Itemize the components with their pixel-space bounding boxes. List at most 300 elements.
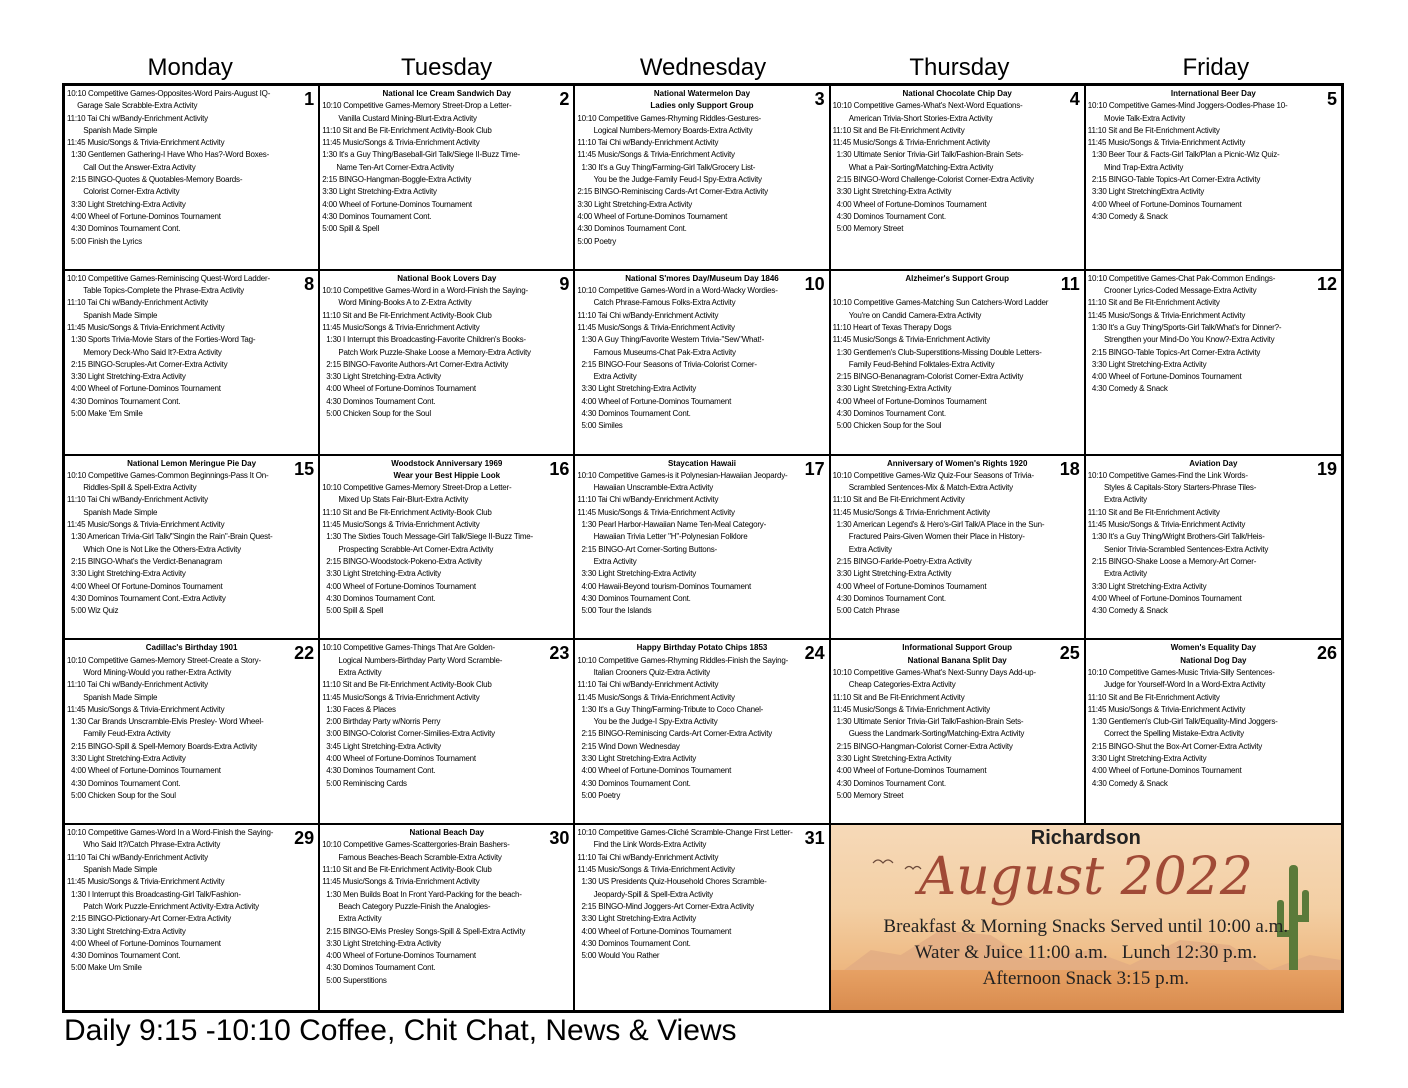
event-line: 1:30 Beer Tour & Facts-Girl Talk/Plan a Picnic-Wiz Quiz-: [1087, 150, 1280, 160]
event-line: 11:10 Sit and Be Fit-Enrichment Activity-Book Club: [322, 865, 492, 875]
event-line: 2:15 BINGO-Shake Loose a Memory-Art Corner-: [1087, 556, 1257, 566]
event-line: 11:45 Music/Songs & Trivia-Enrichment Activity: [577, 507, 735, 517]
event-line: 11:10 Sit and Be Fit-Enrichment Activity-Book Club: [322, 507, 492, 517]
event-line: Cheap Categories-Extra Activity: [832, 680, 956, 690]
day-theme: Woodstock Anniversary 1969: [391, 458, 503, 468]
event-line: Extra Activity: [1087, 569, 1147, 579]
event-line: Extra Activity: [1087, 495, 1147, 505]
event-line: 10:10 Competitive Games-Find the Link Words-: [1087, 470, 1248, 480]
event-line: 10:10 Competitive Games-Memory Street-Drop a Letter-: [322, 483, 512, 493]
event-line: 4:00 Wheel of Fortune-Dominos Tournament: [832, 396, 987, 406]
event-line: Spanish Made Simple: [67, 507, 158, 517]
event-line: 11:10 Sit and Be Fit-Enrichment Activity: [832, 125, 965, 135]
day-theme: National Banana Split Day: [907, 655, 1007, 665]
event-line: 4:00 Wheel of Fortune-Dominos Tournament: [67, 938, 221, 948]
event-line: 4:00 Hawaii-Beyond tourism-Dominos Tournament: [577, 581, 752, 591]
event-line: 2:15 BINGO-Four Seasons of Trivia-Colorist Corner-: [577, 359, 757, 369]
event-line: 2:15 BINGO-What's the Verdict-Benanagram: [67, 556, 222, 566]
event-line: 5:00 Poetry: [577, 236, 617, 246]
day-number: 15: [294, 458, 315, 479]
event-line: 4:00 Wheel of Fortune-Dominos Tournament: [67, 211, 221, 221]
meal-schedule-line-3: Afternoon Snack 3:15 p.m.: [982, 968, 1189, 990]
event-line: 4:00 Wheel of Fortune-Dominos Tournament: [322, 951, 476, 961]
day-cell: [1086, 456, 1341, 641]
event-line: 4:30 Dominos Tournament Cont.-Extra Activity: [67, 593, 226, 603]
day-cell: [831, 456, 1086, 641]
event-line: 4:00 Wheel of Fortune-Dominos Tournament: [577, 211, 728, 221]
event-line: Spanish Made Simple: [67, 310, 158, 320]
event-line: 10:10 Competitive Games-Common Beginnings-Pass It On-: [67, 470, 269, 480]
event-line: 5:00 Chicken Soup for the Soul: [832, 421, 942, 431]
event-line: Call Out the Answer-Extra Activity: [67, 162, 196, 172]
event-line: 11:45 Music/Songs & Trivia-Enrichment Activity: [577, 692, 735, 702]
event-line: 11:10 Sit and Be Fit-Enrichment Activity: [832, 495, 965, 505]
event-line: 4:30 Dominos Tournament Cont.: [322, 396, 436, 406]
event-line: 3:30 Light Stretching-Extra Activity: [832, 384, 952, 394]
event-line: 5:00 Poetry: [577, 790, 621, 800]
day-number: 31: [804, 828, 825, 849]
event-line: 4:00 Wheel of Fortune-Dominos Tournament: [1087, 593, 1242, 603]
event-line: Extra Activity: [577, 556, 637, 566]
event-line: 11:45 Music/Songs & Trivia-Enrichment Activity: [832, 335, 990, 345]
event-line: Vanilla Custard Mining-Blurt-Extra Activity: [322, 113, 477, 123]
event-line: Famous Beaches-Beach Scramble-Extra Activity: [322, 852, 502, 862]
event-line: 4:30 Dominos Tournament Cont.: [322, 593, 436, 603]
day-theme: Happy Birthday Potato Chips 1853: [636, 643, 768, 653]
event-line: 11:45 Music/Songs & Trivia-Enrichment Activity: [67, 877, 225, 887]
event-line: 3:30 Light Stretching-Extra Activity: [577, 569, 697, 579]
day-number: 17: [804, 458, 825, 479]
event-line: 2:15 BINGO-Hangman-Boggle-Extra Activity: [322, 175, 472, 185]
event-line: You be the Judge-I Spy-Extra Activity: [577, 717, 718, 727]
day-cell: [831, 271, 1086, 456]
event-line: 2:15 BINGO-Word Challenge-Colorist Corner-Extra Activity: [832, 175, 1034, 185]
event-line: 11:10 Sit and Be Fit-Enrichment Activity-Book Club: [322, 680, 492, 690]
day-number: 9: [559, 273, 570, 294]
event-line: 11:45 Music/Songs & Trivia-Enrichment Activity: [322, 520, 480, 530]
event-line: 4:00 Wheel Of Fortune-Dominos Tournament: [67, 581, 223, 591]
event-line: 5:00 Memory Street: [832, 790, 904, 800]
day-theme: National Ice Cream Sandwich Day: [382, 89, 512, 98]
event-line: 3:30 Light Stretching-Extra Activity: [1087, 581, 1207, 591]
event-line: 4:30 Comedy & Snack: [1087, 606, 1168, 616]
event-line: 1:30 I Interrupt this Broadcasting-Girl Talk/Fashion-: [67, 889, 241, 899]
event-line: 3:30 Light Stretching-Extra Activity: [832, 187, 952, 197]
day-cell: [65, 271, 320, 456]
day-number: 8: [304, 273, 315, 294]
event-line: Riddles-Spill & Spell-Extra Activity: [67, 483, 197, 493]
event-line: 11:10 Tai Chi w/Bandy-Enrichment Activity: [577, 495, 719, 505]
event-line: 5:00 Tour the Islands: [577, 606, 652, 616]
event-line: 11:10 Sit and Be Fit-Enrichment Activity: [832, 692, 965, 702]
event-line: 3:30 Light Stretching-Extra Activity: [322, 938, 441, 948]
event-line: Table Topics-Complete the Phrase-Extra Activity: [67, 286, 244, 296]
event-line: 11:45 Music/Songs & Trivia-Enrichment Activity: [67, 322, 225, 332]
event-line: 1:30 American Trivia-Girl Talk/"Singin the Rain"-Brain Quest-: [67, 532, 273, 542]
event-line: 11:10 Tai Chi w/Bandy-Enrichment Activity: [67, 495, 208, 505]
day-number: 2: [559, 89, 570, 109]
event-line: 5:00 Finish the Lyrics: [67, 236, 142, 246]
event-line: 11:10 Sit and Be Fit-Enrichment Activity: [1087, 507, 1220, 517]
weekday-thursday: Thursday: [909, 54, 1010, 81]
event-line: 11:45 Music/Songs & Trivia-Enrichment Activity: [832, 138, 990, 148]
event-line: 11:45 Music/Songs & Trivia-Enrichment Activity: [1087, 310, 1246, 320]
day-number: 25: [1059, 643, 1080, 664]
event-line: Word Mining-Would you rather-Extra Activity: [67, 667, 232, 677]
day-cell: [320, 640, 575, 825]
day-cell: [575, 86, 830, 271]
event-line: 3:30 Light Stretching-Extra Activity: [67, 569, 186, 579]
event-line: 1:30 It's a Guy Thing/Farming-Tribute to Coco Chanel-: [577, 704, 764, 714]
event-line: Garage Sale Scrabble-Extra Activity: [67, 101, 198, 111]
event-line: 11:10 Sit and Be Fit-Enrichment Activity: [1087, 692, 1220, 702]
event-line: 4:30 Dominos Tournament Cont.: [832, 211, 946, 221]
event-line: 3:30 Light Stretching-Extra Activity: [67, 926, 186, 936]
event-line: 5:00 Would You Rather: [577, 951, 660, 961]
event-line: 1:30 The Sixties Touch Message-Girl Talk/Siege II-Buzz Time-: [322, 532, 533, 542]
day-cell: [575, 640, 830, 825]
event-line: 11:45 Music/Songs & Trivia-Enrichment Activity: [832, 704, 990, 714]
event-line: 3:30 Light Stretching-Extra Activity: [832, 754, 952, 764]
event-line: Mixed Up Stats Fair-Blurt-Extra Activity: [322, 495, 469, 505]
event-line: 4:30 Comedy & Snack: [1087, 384, 1168, 394]
daily-footer-note: Daily 9:15 -10:10 Coffee, Chit Chat, News & Views: [64, 1014, 737, 1047]
event-line: 2:15 BINGO-Spill & Spell-Memory Boards-Extra Activity: [67, 741, 257, 751]
event-line: Famous Museums-Chat Pak-Extra Activity: [577, 347, 736, 357]
event-line: 1:30 Pearl Harbor-Hawaiian Name Ten-Meal Category-: [577, 520, 767, 530]
day-number: 12: [1316, 273, 1337, 294]
event-line: 10:10 Competitive Games-Cliché Scramble-Change First Letter-: [577, 828, 793, 838]
event-line: 10:10 Competitive Games-Rhyming Riddles-Gestures-: [577, 113, 761, 123]
event-line: 1:30 Faces & Places: [322, 704, 396, 714]
event-line: 1:30 Gentlemen Gathering-I Have Who Has?-Word Boxes-: [67, 150, 270, 160]
event-line: 5:00 Spill & Spell: [322, 224, 380, 234]
event-line: 4:30 Comedy & Snack: [1087, 211, 1168, 221]
meal-schedule-line-2: Water & Juice 11:00 a.m. Lunch 12:30 p.m.: [914, 942, 1257, 964]
event-line: Patch Work Puzzle-Enrichment Activity-Extra Activity: [67, 901, 259, 911]
event-line: American Trivia-Short Stories-Extra Activity: [832, 113, 993, 123]
event-line: 10:10 Competitive Games-Music Trivia-Silly Sentences-: [1087, 667, 1275, 677]
event-line: 4:30 Dominos Tournament Cont.: [577, 409, 691, 419]
day-theme: National Book Lovers Day: [397, 273, 497, 283]
event-line: 3:30 Light Stretching-Extra Activity: [577, 914, 697, 924]
event-line: Catch Phrase-Famous Folks-Extra Activity: [577, 298, 736, 308]
event-line: 2:15 BINGO-Mind Joggers-Art Corner-Extra Activity: [577, 901, 754, 911]
event-line: 4:00 Wheel of Fortune-Dominos Tournament: [322, 754, 476, 764]
event-line: 2:15 BINGO-Hangman-Colorist Corner-Extra Activity: [832, 741, 1013, 751]
weekday-wednesday: Wednesday: [639, 54, 767, 81]
event-line: 11:10 Tai Chi w/Bandy-Enrichment Activity: [67, 113, 208, 123]
event-line: 11:10 Sit and Be Fit-Enrichment Activity-Book Club: [322, 125, 492, 135]
event-line: 1:30 I Interrupt this Broadcasting-Favorite Children's Books-: [322, 335, 526, 345]
event-line: 3:30 Light Stretching-Extra Activity: [832, 569, 952, 579]
event-line: 5:00 Chicken Soup for the Soul: [322, 409, 431, 419]
event-line: 2:15 BINGO-Table Topics-Art Corner-Extra Activity: [1087, 175, 1261, 185]
event-line: 11:10 Sit and Be Fit-Enrichment Activity: [1087, 298, 1220, 308]
event-line: 2:00 Birthday Party w/Norris Perry: [322, 717, 441, 727]
event-line: Spanish Made Simple: [67, 865, 158, 875]
event-line: 1:30 It's a Guy Thing/Farming-Girl Talk/Grocery List-: [577, 162, 756, 172]
day-theme: National S'mores Day/Museum Day 1846: [625, 273, 779, 283]
event-line: Extra Activity: [322, 667, 382, 677]
day-theme: Aviation Day: [1189, 458, 1238, 468]
event-line: Extra Activity: [322, 914, 382, 924]
day-theme: Ladies only Support Group: [650, 101, 754, 111]
event-line: 4:00 Wheel of Fortune-Dominos Tournament: [322, 581, 476, 591]
event-line: What a Pair-Sorting/Matching-Extra Activity: [832, 162, 994, 172]
event-line: Colorist Corner-Extra Activity: [67, 187, 180, 197]
event-line: 10:10 Competitive Games-Reminiscing Quest-Word Ladder-: [67, 273, 270, 283]
day-number: 4: [1069, 89, 1080, 109]
day-theme: Women's Equality Day: [1170, 643, 1257, 653]
event-line: 4:00 Wheel of Fortune-Dominos Tournament: [1087, 372, 1242, 382]
month-banner: [831, 825, 1341, 1010]
day-number: 29: [294, 828, 315, 849]
day-number: 11: [1060, 273, 1080, 294]
event-line: 5:00 Wiz Quiz: [67, 606, 119, 616]
event-line: 4:30 Dominos Tournament Cont.: [577, 778, 691, 788]
event-line: Family Feud-Extra Activity: [67, 729, 171, 739]
day-cell: [831, 640, 1086, 825]
day-number: 10: [804, 273, 825, 294]
weekday-monday: Monday: [147, 54, 233, 81]
day-cell: [320, 825, 575, 1010]
event-line: 2:15 BINGO-Farkle-Poetry-Extra Activity: [832, 556, 972, 566]
event-line: 2:15 Wind Down Wednesday: [577, 741, 680, 751]
event-line: 5:00 Superstitions: [322, 975, 387, 985]
event-line: You're on Candid Camera-Extra Activity: [832, 310, 982, 320]
event-line: Who Said It?/Catch Phrase-Extra Activity: [67, 840, 221, 850]
event-line: 4:30 Dominos Tournament Cont.: [67, 224, 181, 234]
event-line: 3:30 Light Stretching-Extra Activity: [577, 199, 693, 209]
event-line: 4:30 Dominos Tournament Cont.: [577, 938, 691, 948]
event-line: 11:10 Tai Chi w/Bandy-Enrichment Activity: [67, 680, 208, 690]
event-line: 11:45 Music/Songs & Trivia-Enrichment Activity: [322, 322, 480, 332]
event-line: 1:30 Gentlemen's Club-Girl Talk/Equality-Mind Joggers-: [1087, 717, 1278, 727]
event-line: 2:15 BINGO-Benanagram-Colorist Corner-Extra Activity: [832, 372, 1024, 382]
event-line: 4:00 Wheel of Fortune-Dominos Tournament: [1087, 766, 1242, 776]
event-line: 4:30 Dominos Tournament Cont.: [322, 963, 436, 973]
event-line: Patch Work Puzzle-Shake Loose a Memory-Extra Activity: [322, 347, 531, 357]
event-line: 3:00 BINGO-Colorist Corner-Similies-Extra Activity: [322, 729, 495, 739]
event-line: Mind Trap-Extra Activity: [1087, 162, 1184, 172]
event-line: 11:10 Tai Chi w/Bandy-Enrichment Activity: [577, 138, 719, 148]
day-number: 16: [549, 458, 570, 479]
event-line: 5:00 Chicken Soup for the Soul: [67, 790, 176, 800]
event-line: 10:10 Competitive Games-is it Polynesian-Hawaiian Jeopardy-: [577, 470, 788, 480]
calendar-grid: [62, 83, 1344, 1013]
event-line: 10:10 Competitive Games-Matching Sun Catchers-Word Ladder: [832, 298, 1049, 308]
event-line: 4:00 Wheel of Fortune-Dominos Tournament: [577, 766, 732, 776]
day-theme: Alzheimer's Support Group: [905, 273, 1010, 283]
event-line: 5:00 Make Um Smile: [67, 963, 142, 973]
venue-name: Richardson: [1030, 827, 1141, 850]
event-line: 11:10 Heart of Texas Therapy Dogs: [832, 322, 952, 332]
event-line: 5:00 Memory Street: [832, 224, 904, 234]
event-line: 2:15 BINGO-Reminiscing Cards-Art Corner-Extra Activity: [577, 187, 768, 197]
meal-schedule-line-1: Breakfast & Morning Snacks Served until 10:00 a.m.: [883, 916, 1289, 938]
day-theme: National Watermelon Day: [653, 89, 751, 98]
event-line: 3:30 Light Stretching-Extra Activity: [322, 187, 437, 197]
event-line: 4:00 Wheel of Fortune-Dominos Tournament: [322, 384, 476, 394]
event-line: 10:10 Competitive Games-Memory Street-Create a Story-: [67, 655, 261, 665]
day-cell: [575, 271, 830, 456]
event-line: 2:15 BINGO-Shut the Box-Art Corner-Extra Activity: [1087, 741, 1263, 751]
event-line: Name Ten-Art Corner-Extra Activity: [322, 162, 454, 172]
weekday-header-row: [62, 52, 1344, 84]
event-line: 3:30 Light Stretching-Extra Activity: [1087, 359, 1207, 369]
day-cell: [320, 456, 575, 641]
event-line: 5:00 Spill & Spell: [322, 606, 384, 616]
event-line: 3:30 Light Stretching-Extra Activity: [322, 372, 441, 382]
event-line: 2:15 BINGO-Pictionary-Art Corner-Extra Activity: [67, 914, 232, 924]
day-theme: National Chocolate Chip Day: [902, 89, 1012, 98]
event-line: [833, 285, 1082, 297]
event-line: 11:45 Music/Songs & Trivia-Enrichment Activity: [67, 520, 225, 530]
day-theme: National Beach Day: [409, 828, 485, 838]
event-line: Extra Activity: [577, 372, 637, 382]
event-line: 11:45 Music/Songs & Trivia-Enrichment Activity: [577, 865, 735, 875]
event-line: 10:10 Competitive Games-Wiz Quiz-Four Seasons of Trivia-: [832, 470, 1034, 480]
event-line: 4:00 Wheel of Fortune-Dominos Tournament: [832, 766, 987, 776]
event-line: 4:00 Wheel of Fortune-Dominos Tournament: [577, 396, 732, 406]
event-line: 1:30 US Presidents Quiz-Household Chores Scramble-: [577, 877, 767, 887]
event-line: Word Mining-Books A to Z-Extra Activity: [322, 298, 472, 308]
event-line: 3:30 Light Stretching-Extra Activity: [577, 754, 697, 764]
event-line: Italian Crooners Quiz-Extra Activity: [577, 667, 710, 677]
event-line: 4:30 Dominos Tournament Cont.: [832, 409, 946, 419]
event-line: 4:30 Dominos Tournament Cont.: [832, 778, 946, 788]
event-line: 1:30 Car Brands Unscramble-Elvis Presley- Word Wheel-: [67, 717, 264, 727]
event-line: 4:00 Wheel of Fortune-Dominos Tournament: [832, 199, 987, 209]
day-cell: [1086, 86, 1341, 271]
event-line: 3:30 Light Stretching-Extra Activity: [67, 199, 186, 209]
event-line: 10:10 Competitive Games-Memory Street-Drop a Letter-: [322, 101, 512, 111]
event-line: 11:45 Music/Songs & Trivia-Enrichment Activity: [67, 138, 225, 148]
event-line: 4:00 Wheel of Fortune-Dominos Tournament: [1087, 199, 1242, 209]
day-number: 19: [1316, 458, 1337, 479]
event-line: 4:00 Wheel of Fortune-Dominos Tournament: [67, 766, 221, 776]
day-number: 5: [1326, 89, 1337, 109]
day-cell: [65, 456, 320, 641]
event-line: Extra Activity: [832, 544, 892, 554]
event-line: 10:10 Competitive Games-What's Next-Word Equations-: [832, 101, 1023, 111]
event-line: 11:45 Music/Songs & Trivia-Enrichment Activity: [1087, 704, 1246, 714]
event-line: 4:30 Dominos Tournament Cont.: [67, 396, 181, 406]
weekday-tuesday: Tuesday: [401, 54, 493, 81]
event-line: Senior Trivia-Scrambled Sentences-Extra Activity: [1087, 544, 1269, 554]
event-line: Styles & Capitals-Story Starters-Phrase Tiles-: [1087, 483, 1257, 493]
event-line: Correct the Spelling Mistake-Extra Activity: [1087, 729, 1244, 739]
event-line: 4:00 Wheel of Fortune-Dominos Tournament: [832, 581, 987, 591]
event-line: 10:10 Competitive Games-Word in a Word-Wacky Wordies-: [577, 286, 778, 296]
event-line: 3:30 Light Stretching-Extra Activity: [577, 384, 697, 394]
event-line: 10:10 Competitive Games-Word In a Word-Finish the Saying-: [67, 828, 274, 838]
weekday-friday: Friday: [1182, 54, 1250, 81]
event-line: 4:30 Comedy & Snack: [1087, 778, 1168, 788]
event-line: 1:30 Sports Trivia-Movie Stars of the Forties-Word Tag-: [67, 335, 256, 345]
day-number: 24: [804, 643, 825, 664]
event-line: 3:30 Light StretchingExtra Activity: [1087, 187, 1205, 197]
event-line: 4:00 Wheel of Fortune-Dominos Tournament: [67, 384, 221, 394]
event-line: 5:00 Catch Phrase: [832, 606, 900, 616]
day-cell: [1086, 271, 1341, 456]
day-number: 3: [814, 89, 825, 109]
event-line: 4:30 Dominos Tournament Cont.: [832, 593, 946, 603]
event-line: 3:30 Light Stretching-Extra Activity: [67, 372, 186, 382]
event-line: Guess the Landmark-Sorting/Matching-Extra Activity: [832, 729, 1025, 739]
event-line: 2:15 BINGO-Elvis Presley Songs-Spill & Spell-Extra Activity: [322, 926, 526, 936]
day-number: 26: [1316, 643, 1337, 664]
event-line: Logical Numbers-Birthday Party Word Scramble-: [322, 655, 503, 665]
day-theme: National Lemon Meringue Pie Day: [127, 458, 257, 468]
event-line: Strengthen your Mind-Do You Know?-Extra Activity: [1087, 335, 1275, 345]
event-line: 4:30 Dominos Tournament Cont.: [322, 766, 436, 776]
event-line: 11:45 Music/Songs & Trivia-Enrichment Activity: [1087, 520, 1246, 530]
event-line: You be the Judge-Family Feud-I Spy-Extra Activity: [577, 175, 762, 185]
day-number: 22: [294, 643, 315, 664]
event-line: 2:15 BINGO-Woodstock-Pokeno-Extra Activity: [322, 556, 482, 566]
day-cell: [320, 271, 575, 456]
event-line: 10:10 Competitive Games-Things That Are Golden-: [322, 643, 495, 653]
event-line: Memory Deck-Who Said It?-Extra Activity: [67, 347, 222, 357]
event-line: 10:10 Competitive Games-Mind Joggers-Oodles-Phase 10-: [1087, 101, 1288, 111]
event-line: 4:30 Dominos Tournament Cont.: [67, 778, 181, 788]
event-line: 1:30 Men Builds Boat In Front Yard-Packing for the beach-: [322, 889, 522, 899]
event-line: 10:10 Competitive Games-Rhyming Riddles-Finish the Saying-: [577, 655, 789, 665]
event-line: 11:45 Music/Songs & Trivia-Enrichment Activity: [322, 877, 480, 887]
event-line: Scrambled Sentences-Mix & Match-Extra Activity: [832, 483, 1013, 493]
event-line: Family Feud-Behind Folktales-Extra Activity: [832, 359, 995, 369]
day-cell: [575, 825, 830, 1010]
event-line: 11:45 Music/Songs & Trivia-Enrichment Activity: [322, 138, 480, 148]
event-line: 4:30 Dominos Tournament Cont.: [577, 593, 691, 603]
event-line: 3:45 Light Stretching-Extra Activity: [322, 741, 441, 751]
event-line: 11:10 Tai Chi w/Bandy-Enrichment Activity: [67, 298, 208, 308]
event-line: 2:15 BINGO-Table Topics-Art Corner-Extra Activity: [1087, 347, 1261, 357]
event-line: 2:15 BINGO-Reminiscing Cards-Art Corner-Extra Activity: [577, 729, 773, 739]
event-line: 2:15 BINGO-Quotes & Quotables-Memory Boards-: [67, 175, 243, 185]
day-number: 30: [549, 828, 570, 849]
day-cell: [575, 456, 830, 641]
day-theme: Wear your Best Hippie Look: [393, 470, 501, 480]
event-line: 11:10 Tai Chi w/Bandy-Enrichment Activity: [577, 680, 719, 690]
event-line: Jeopardy-Spill & Spell-Extra Activity: [577, 889, 713, 899]
day-theme: Staycation Hawaii: [667, 458, 736, 468]
event-line: 11:45 Music/Songs & Trivia-Enrichment Activity: [577, 150, 735, 160]
event-line: 4:30 Dominos Tournament Cont.: [577, 224, 687, 234]
event-line: Judge for Yourself-Word In a Word-Extra Activity: [1087, 680, 1266, 690]
day-number: 23: [549, 643, 570, 664]
event-line: Logical Numbers-Memory Boards-Extra Activity: [577, 125, 753, 135]
day-cell: [831, 86, 1086, 271]
event-line: 4:00 Wheel of Fortune-Dominos Tournament: [577, 926, 732, 936]
day-cell: [65, 86, 320, 271]
event-line: 11:10 Tai Chi w/Bandy-Enrichment Activity: [67, 852, 208, 862]
event-line: 11:10 Tai Chi w/Bandy-Enrichment Activity: [577, 310, 719, 320]
event-line: Movie Talk-Extra Activity: [1087, 113, 1186, 123]
event-line: Fractured Pairs-Given Women their Place in History-: [832, 532, 1025, 542]
event-line: Beach Category Puzzle-Finish the Analogies-: [322, 901, 491, 911]
event-line: 11:10 Tai Chi w/Bandy-Enrichment Activity: [577, 852, 719, 862]
day-cell: [65, 825, 320, 1010]
event-line: 11:10 Sit and Be Fit-Enrichment Activity: [1087, 125, 1220, 135]
event-line: 10:10 Competitive Games-Scattergories-Brain Bashers-: [322, 840, 510, 850]
day-theme: Cadillac's Birthday 1901: [145, 643, 238, 653]
event-line: Crooner Lyrics-Coded Message-Extra Activity: [1087, 286, 1257, 296]
event-line: 10:10 Competitive Games-Word in a Word-Finish the Saying-: [322, 286, 528, 296]
day-number: 18: [1059, 458, 1080, 479]
